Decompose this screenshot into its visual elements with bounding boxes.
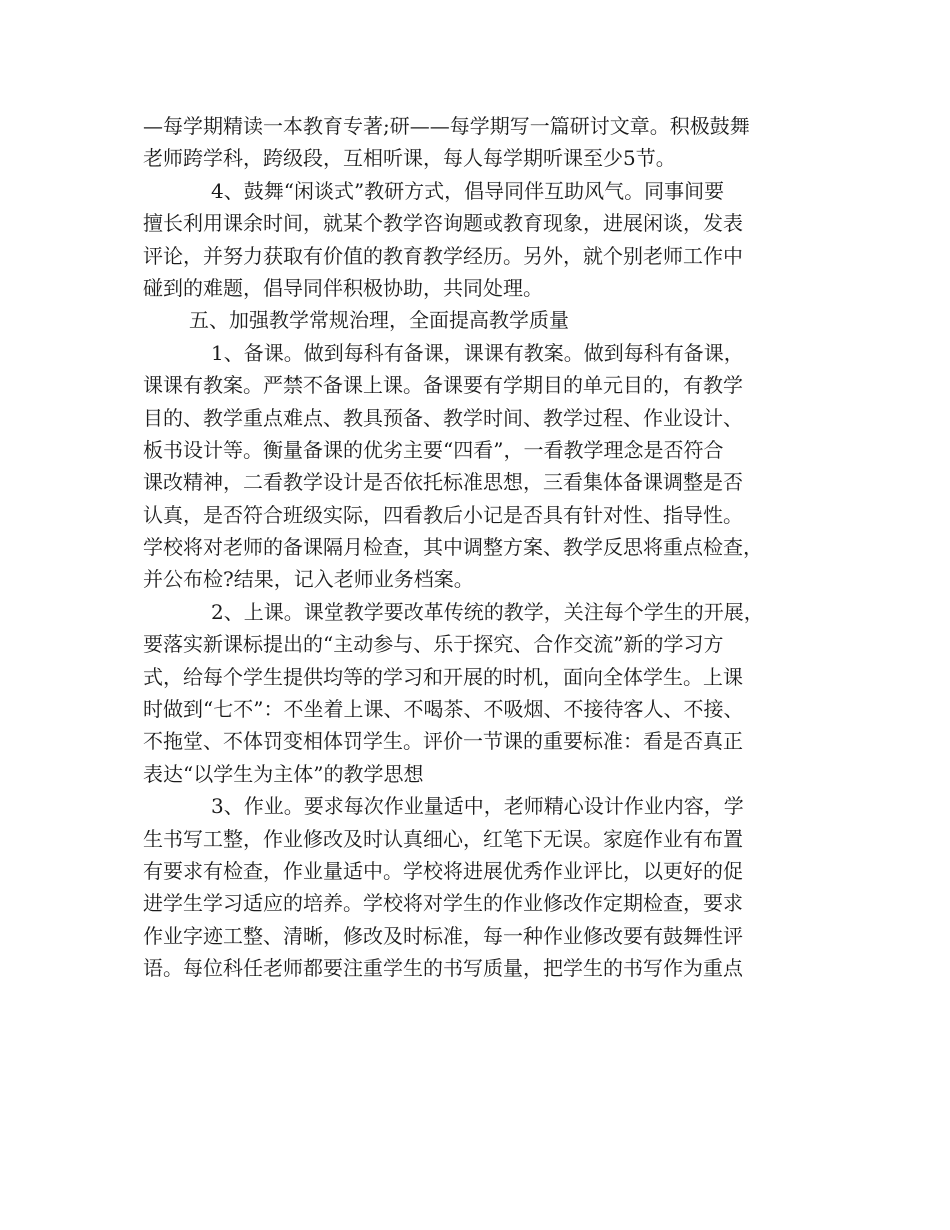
text-line: 课改精神，二看教学设计是否依托标准思想，三看集体备课调整是否: [143, 470, 743, 495]
text-line: 进学生学习适应的培养。学校将对学生的作业修改作定期检查，要求: [143, 891, 743, 916]
section-heading: 五、加强教学常规治理，全面提高教学质量: [189, 308, 569, 333]
text-line: 课课有教案。严禁不备课上课。备课要有学期目的单元目的，有教学: [143, 373, 743, 398]
paragraph-start-line: 3、作业。要求每次作业量适中，老师精心设计作业内容，学: [211, 794, 744, 819]
document-page: [143, 110, 833, 985]
text-line: 作业字迹工整、清晰，修改及时标准，每一种作业修改要有鼓舞性评: [143, 923, 743, 948]
text-line: 学校将对老师的备课隔月检查，其中调整方案、教学反思将重点检查，: [143, 535, 763, 560]
text-line: 时做到“七不”：不坐着上课、不喝茶、不吸烟、不接待客人、不接、: [143, 697, 744, 722]
text-line: 式，给每个学生提供均等的学习和开展的时机，面向全体学生。上课: [143, 664, 743, 689]
text-line: 并公布检?结果，记入老师业务档案。: [143, 567, 474, 592]
text-line: 碰到的难题，倡导同伴积极协助，共同处理。: [143, 275, 543, 300]
text-line: 擅长利用课余时间，就某个教学咨询题或教育现象，进展闲谈，发表: [143, 211, 743, 236]
text-line: 生书写工整，作业修改及时认真细心，红笔下无误。家庭作业有布置: [143, 826, 743, 851]
paragraph-start-line: 2、上课。课堂教学要改革传统的教学，关注每个学生的开展，: [211, 599, 764, 624]
text-line: 表达“以学生为主体”的教学思想: [143, 761, 424, 786]
text-line: —每学期精读一本教育专著;研——每学期写一篇研讨文章。积极鼓舞: [143, 114, 750, 138]
paragraph-start-line: 1、备课。做到每科有备课，课课有教案。做到每科有备课，: [211, 340, 744, 365]
text-line: 评论，并努力获取有价值的教育教学经历。另外，就个别老师工作中: [143, 243, 743, 268]
text-line: 不拖堂、不体罚变相体罚学生。评价一节课的重要标准：看是否真正: [143, 729, 743, 754]
text-line: 老师跨学科，跨级段，互相听课，每人每学期听课至少5节。: [143, 146, 676, 171]
text-line: 板书设计等。衡量备课的优劣主要“四看”，一看教学理念是否符合: [143, 437, 724, 462]
text-line: 有要求有检查，作业量适中。学校将进展优秀作业评比，以更好的促: [143, 858, 743, 883]
text-line: 语。每位科任老师都要注重学生的书写质量，把学生的书写作为重点: [143, 956, 743, 981]
paragraph-start-line: 4、鼓舞“闲谈式”教研方式，倡导同伴互助风气。同事间要: [211, 178, 725, 203]
text-line: 要落实新课标提出的“主动参与、乐于探究、合作交流”新的学习方: [143, 632, 724, 657]
text-line: 认真，是否符合班级实际，四看教后小记是否具有针对性、指导性。: [143, 502, 743, 527]
text-line: 目的、教学重点难点、教具预备、教学时间、教学过程、作业设计、: [143, 405, 743, 430]
